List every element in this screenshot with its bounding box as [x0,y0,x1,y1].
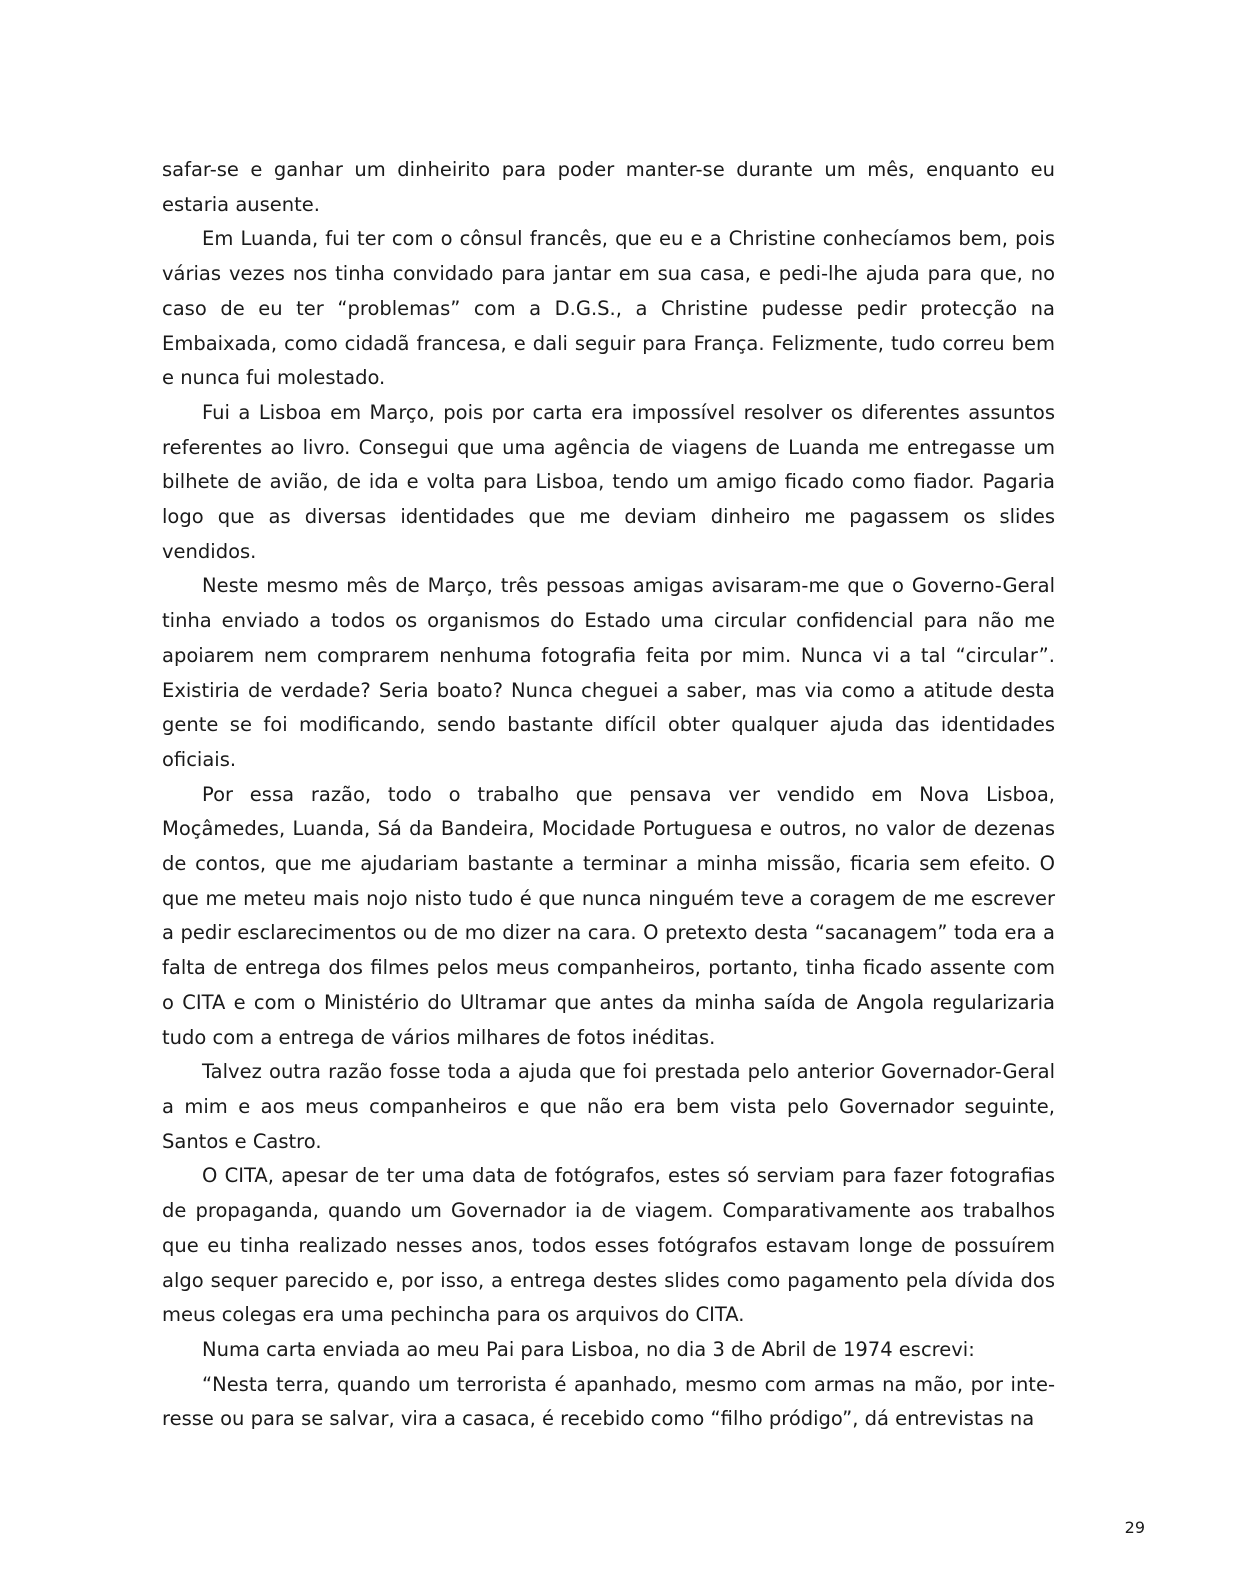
paragraph: safar-se e ganhar um dinheirito para poder manter-se durante um mês, enquanto eu estaria ausente. [162,158,1055,216]
paragraph: “Nesta terra, quando um terrorista é apanhado, mesmo com armas na mão, por interesse ou para se salvar, vira a casaca, é recebido como “filho pródigo”, dá entrevistas na [162,1372,1055,1431]
page-number: 29 [1124,1518,1145,1537]
paragraph: Fui a Lisboa em Março, pois por carta era impossível resolver os diferentes assuntos referentes ao livro. Consegui que uma agência de viagens de Luanda me entregasse um bilhete de avião, de ida e volta para Lisboa, tendo um amigo ficado como fiador. Pagaria logo que as diversas identidades que me deviam dinheiro me pagassem os slides vendidos. [162,400,1055,563]
paragraph: Por essa razão, todo o trabalho que pensava ver vendido em Nova Lisboa, Moçâmedes, Luanda, Sá da Bandeira, Mocidade Portuguesa e outros, no valor de dezenas de contos, que me ajudariam bastante a terminar a minha missão, ficaria sem efeito. O que me meteu mais nojo nisto tudo é que nunca ninguém teve a coragem de me escrever a pedir esclarecimentos ou de mo dizer na cara. O pretexto desta “sacanagem” toda era a falta de entrega dos filmes pelos meus companheiros, portanto, tinha ficado assente com o CITA e com o Ministério do Ultramar que antes da minha saída de Angola regularizaria tudo com a entrega de vários milhares de fotos inéditas. [162,782,1055,1049]
paragraph: Neste mesmo mês de Março, três pessoas amigas avisaram-me que o Governo-Geral tinha enviado a todos os organismos do Estado uma circular confidencial para não me apoiarem nem comprarem nenhuma fotografia feita por mim. Nunca vi a tal “circular”. Existiria de verdade? Seria boato? Nunca cheguei a saber, mas via como a atitude desta gente se foi modificando, sendo bastante difícil obter qualquer ajuda das identidades oficiais. [162,574,1055,771]
body-text [162,153,1055,1437]
paragraph: O CITA, apesar de ter uma data de fotógrafos, estes só serviam para fazer fotografias de propaganda, quando um Governador ia de viagem. Comparativamente aos trabalhos que eu tinha realizado nesses anos, todos esses fotógrafos estavam longe de possuírem algo sequer parecido e, por isso, a entrega destes slides como pagamento pela dívida dos meus colegas era uma pechincha para os arquivos do CITA. [162,1164,1055,1327]
paragraph: Talvez outra razão fosse toda a ajuda que foi prestada pelo anterior Governador-Geral a mim e aos meus companheiros e que não era bem vista pelo Governador seguinte, Santos e Castro. [162,1060,1055,1153]
paragraph: Em Luanda, fui ter com o cônsul francês, que eu e a Christine conhecíamos bem, pois várias vezes nos tinha convidado para jantar em sua casa, e pedi-lhe ajuda para que, no caso de eu ter “problemas” com a D.G.S., a Christine pudesse pedir protecção na Embaixada, como cidadã francesa, e dali seguir para França. Felizmente, tudo correu bem e nunca fui molestado. [162,227,1055,390]
paragraph: Numa carta enviada ao meu Pai para Lisboa, no dia 3 de Abril de 1974 escrevi: [202,1337,975,1361]
